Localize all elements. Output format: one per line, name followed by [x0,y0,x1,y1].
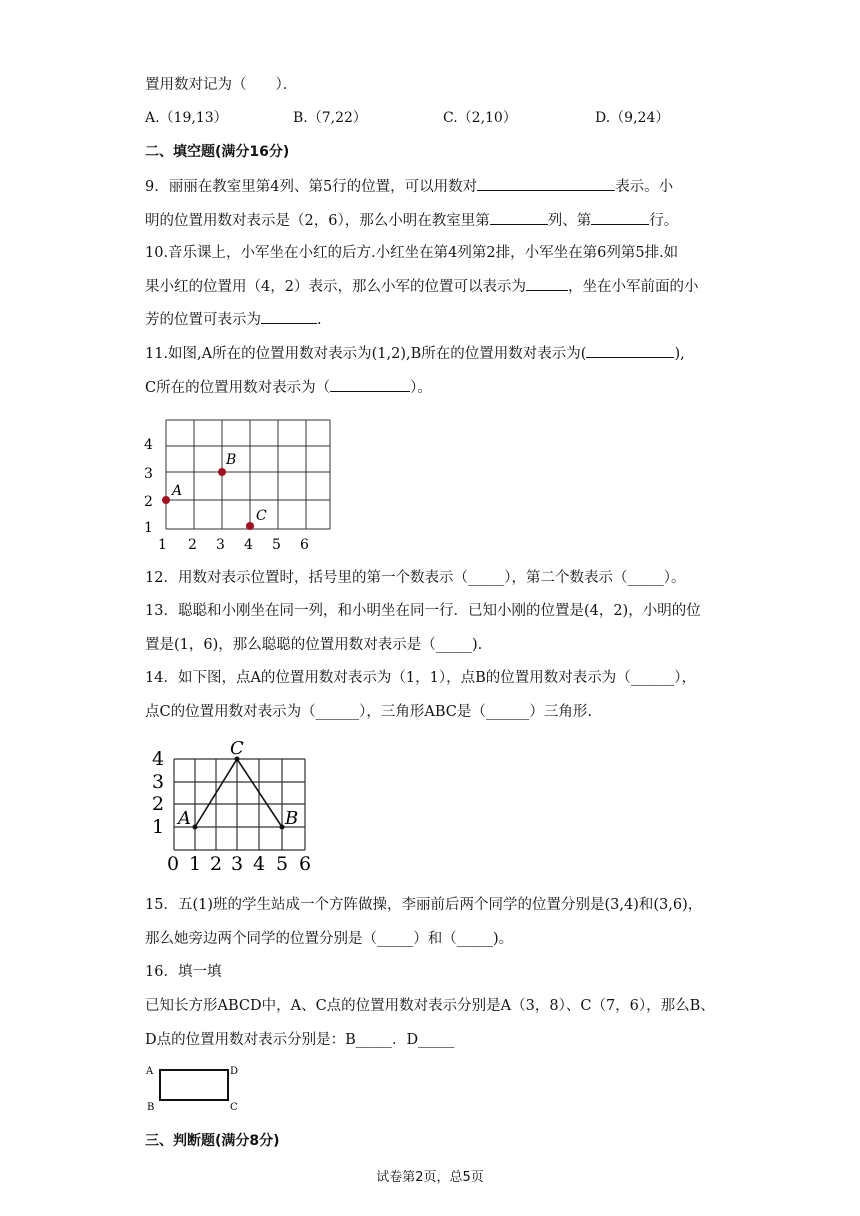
grid-2-x-label: 4 [253,853,266,875]
grid-2-x-label: 3 [231,853,244,875]
point-a-label: A [172,483,183,499]
q11-blank-1[interactable] [586,343,674,358]
q14-line-2: 点C的位置用数对表示为（______），三角形ABC是（______）三角形. [145,704,592,720]
q9-line-2 [145,210,678,231]
q13-line-2: 置是(1，6)，那么聪聪的位置用数对表示是（_____). [145,637,483,653]
rect-label-a: A [146,1066,154,1077]
q11-text-c: C所在的位置用数对表示为（ [145,380,331,396]
grid-2-x-label: 5 [276,853,289,875]
rectangle-abcd [160,1070,228,1100]
grid-1-x-label: 4 [244,537,253,553]
point-b-label: B [226,452,237,468]
grid-1-y-label: 3 [144,466,153,482]
q16-line-2: D点的位置用数对表示分别是：B_____．D_____ [145,1032,455,1048]
rect-label-b: B [147,1102,155,1113]
grid-2-y-label: 2 [152,793,165,815]
grid-1-x-label: 1 [158,537,167,553]
q10-line-2 [145,276,698,297]
q10-line-1: 10.音乐课上，小军坐在小红的后方.小红坐在第4列第2排，小军坐在第6列第5排.如 [145,245,679,261]
grid-2-x-label: 1 [189,853,202,875]
q12: 12．用数对表示位置时，括号里的第一个数表示（_____），第二个数表示（_____）。 [145,570,686,586]
q10-blank-1[interactable] [526,276,568,291]
q15-line-1: 15．五(1)班的学生站成一个方阵做操，李丽前后两个同学的位置分别是(3,4)和(3,6)， [145,897,703,913]
q11-line-2 [145,377,432,398]
q9-blank-1[interactable] [477,176,615,191]
q8-option-b: B.（7,22） [293,110,367,126]
q10-blank-2[interactable] [261,309,317,324]
point-b-dot [218,468,226,476]
q8-option-a: A.（19,13） [145,110,228,126]
grid-1-y-label: 4 [144,437,153,453]
point-c-label: C [256,508,267,524]
grid-2-x-label: 2 [210,853,223,875]
section-2-heading: 二、填空题(满分16分) [145,144,290,160]
vertex-a-label: A [178,808,191,829]
rect-label-c: C [230,1102,238,1113]
q8-option-d: D.（9,24） [595,110,670,126]
q9-blank-3[interactable] [591,210,649,225]
q9-text-c: 明的位置用数对表示是（2，6），那么小明在教室里第 [145,213,490,229]
page-footer: 试卷第2页，总5页 [376,1170,484,1185]
point-a-dot [162,496,170,504]
q9-text-a: 9．丽丽在教室里第4列、第5行的位置，可以用数对 [145,179,478,195]
q14-line-1: 14．如下图，点A的位置用数对表示为（1，1），点B的位置用数对表示为（______）， [145,670,697,686]
grid-2-lines [174,759,305,850]
rectangle-abcd-figure [142,1062,247,1114]
grid-1-y-label: 2 [144,494,153,510]
q9-blank-2[interactable] [490,210,548,225]
q11-text-b: ), [674,346,685,362]
grid-1-x-label: 3 [216,537,225,553]
section-3-heading: 三、判断题(满分8分) [145,1133,280,1149]
q10-text-a: 果小红的位置用（4，2）表示，那么小军的位置可以表示为 [145,279,526,295]
grid-figure-2 [150,734,320,876]
triangle-abc [195,759,282,827]
q10-line-3 [145,309,322,330]
q9-text-b: 表示。小 [615,179,674,195]
grid-1-y-label: 1 [144,520,153,536]
q8-option-c: C.（2,10） [443,110,517,126]
q11-blank-2[interactable] [330,377,410,392]
vertex-b [280,825,285,830]
q9-line-1 [145,176,673,197]
grid-figure-1 [138,412,343,554]
q11-line-1 [145,343,685,364]
q10-text-d: . [317,312,322,328]
grid-1-lines [166,420,330,529]
q9-text-d: 列、第 [547,213,592,229]
q16-line-1: 已知长方形ABCD中，A、C点的位置用数对表示分别是A（3，8）、C（7，6），那么B、 [145,998,715,1014]
vertex-b-label: B [285,808,299,829]
q9-text-e: 行。 [649,213,679,229]
q10-text-b: ，坐在小军前面的小 [567,279,699,295]
q15-line-2: 那么她旁边两个同学的位置分别是（_____）和（_____)。 [145,931,514,947]
vertex-c-label: C [230,738,244,759]
q16-title: 16．填一填 [145,964,222,980]
q8-tail: 置用数对记为（ ）． [145,77,298,93]
q13-line-1: 13．聪聪和小刚坐在同一列，和小明坐在同一行．已知小刚的位置是(4，2)，小明的位 [145,603,701,619]
grid-2-y-label: 1 [152,816,165,838]
q10-text-c: 芳的位置可表示为 [145,312,261,328]
rect-label-d: D [230,1066,239,1077]
vertex-a [193,825,198,830]
grid-1-x-label: 2 [188,537,197,553]
q11-text-d: ）。 [410,380,432,396]
q11-text-a: 11.如图,A所在的位置用数对表示为(1,2),B所在的位置用数对表示为( [145,346,587,362]
grid-2-x-label: 0 [167,853,180,875]
grid-2-y-label: 4 [152,748,165,770]
grid-1-x-label: 6 [300,537,309,553]
grid-2-x-label: 6 [299,853,312,875]
point-c-dot [246,522,254,530]
grid-2-y-label: 3 [152,771,165,793]
grid-1-x-label: 5 [272,537,281,553]
